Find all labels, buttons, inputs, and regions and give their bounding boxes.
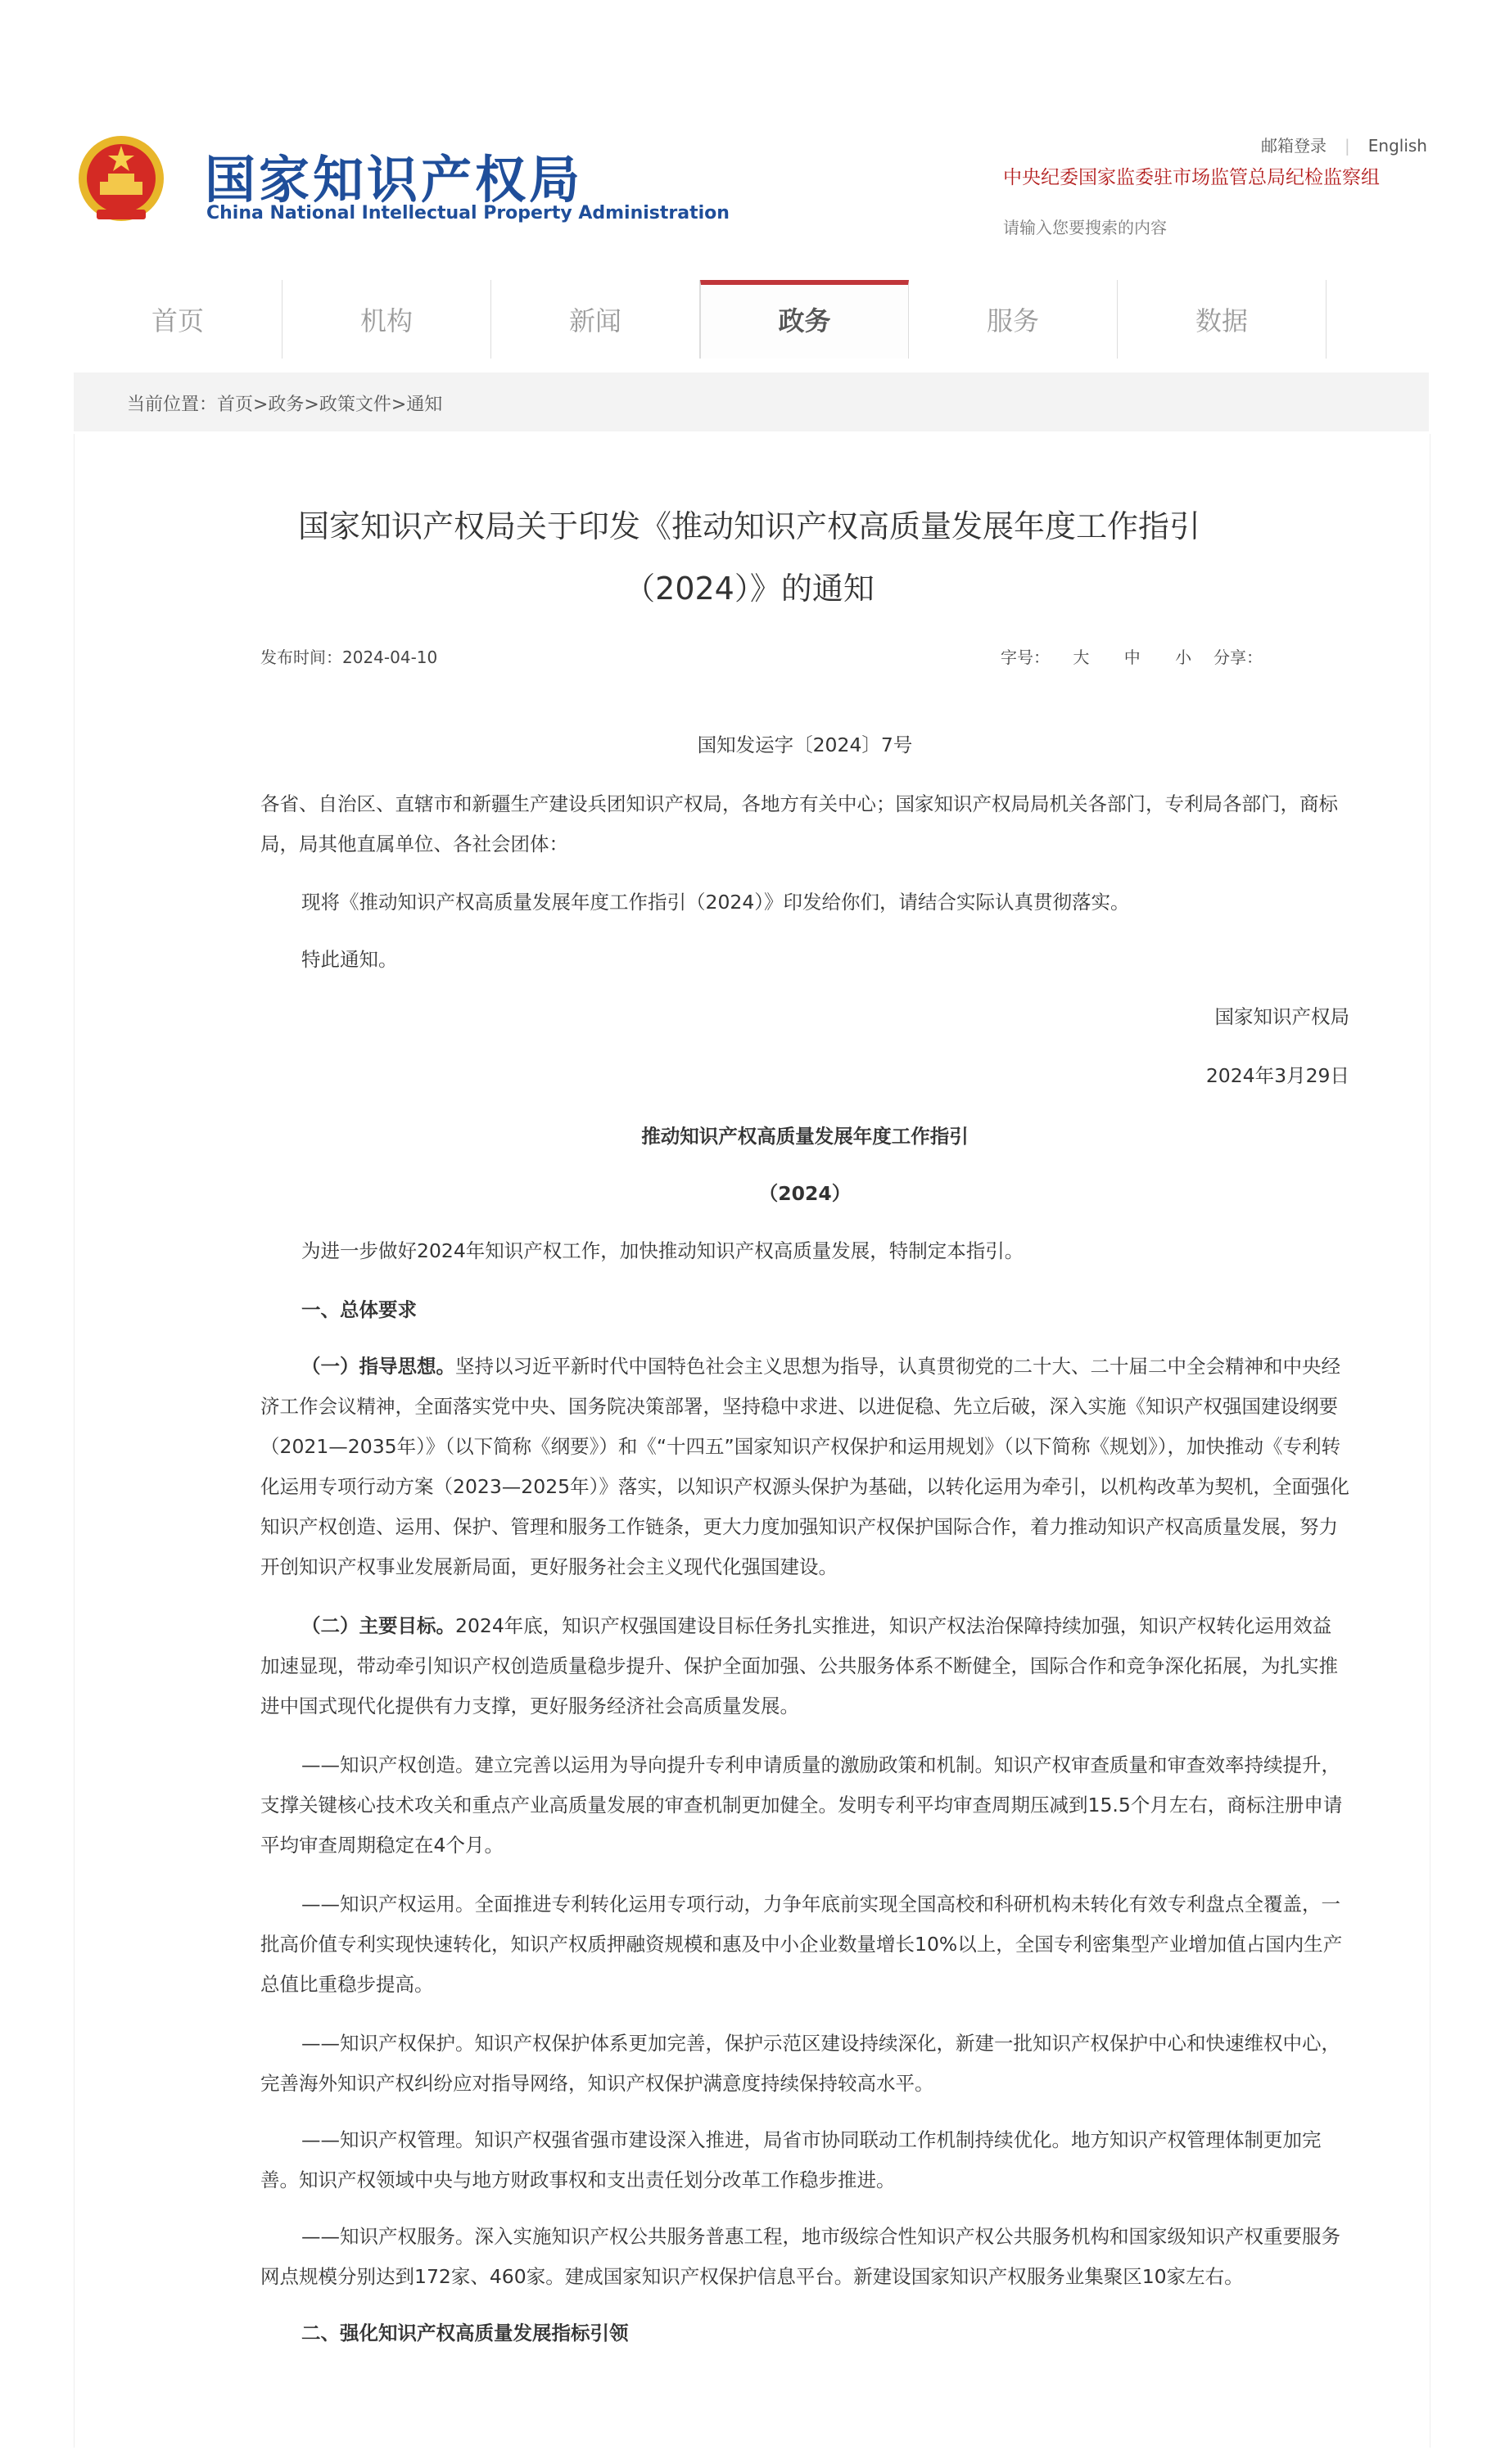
article-title-line1: 国家知识产权局关于印发《推动知识产权高质量发展年度工作指引 xyxy=(297,508,1200,544)
divider: | xyxy=(1345,136,1350,156)
section-heading: 一、总体要求 xyxy=(301,1298,417,1321)
paragraph-text: 2024年底，知识产权强国建设目标任务扎实推进，知识产权法治保障持续加强，知识产权转化运用效益加速显现，带动牵引知识产权创造质量稳步提升、保护全面加强、公共服务体系不断健全，国际合作和竞争深化拓展，为扎实推进中国式现代化提供有力支撑，更好服务经济社会高质量发展。 xyxy=(260,1614,1338,1717)
guide-intro: 为进一步做好2024年知识产权工作，加快推动知识产权高质量发展，特制定本指引。 xyxy=(301,1239,1024,1262)
nav-item-government-affairs[interactable]: 政务 xyxy=(700,280,909,359)
goal-management: ——知识产权管理。知识产权强省强市建设深入推进，局省市协同联动工作机制持续优化。地方知识产权管理体制更加完善。知识产权领域中央与地方财政事权和支出责任划分改革工作稳步推进。 xyxy=(260,2128,1322,2191)
paragraph-lead: （二）主要目标。 xyxy=(301,1614,455,1637)
nav-item-data[interactable]: 数据 xyxy=(1118,280,1327,359)
paragraph-main-goals xyxy=(260,1606,1349,1726)
article-title-line2: （2024）》的通知 xyxy=(624,571,875,607)
mail-login-link[interactable]: 邮箱登录 xyxy=(1261,136,1327,156)
search-input[interactable]: 请输入您要搜索的内容 xyxy=(1003,218,1167,237)
font-size-medium[interactable]: 中 xyxy=(1123,648,1141,667)
national-emblem-icon xyxy=(75,131,167,229)
signer: 国家知识产权局 xyxy=(1214,1005,1349,1028)
nav-item-services[interactable]: 服务 xyxy=(909,280,1118,359)
sign-date: 2024年3月29日 xyxy=(1205,1064,1349,1087)
nav-item-news[interactable]: 新闻 xyxy=(491,280,700,359)
top-links xyxy=(1261,133,1427,156)
notice-body: 现将《推动知识产权高质量发展年度工作指引（2024）》印发给你们，请结合实际认真贯彻落实。 xyxy=(301,891,1130,914)
nav-item-home[interactable]: 首页 xyxy=(74,280,282,359)
document-number: 国知发运字〔2024〕7号 xyxy=(697,733,913,756)
site-logo-subtitle: China National Intellectual Property Administration xyxy=(206,203,730,223)
publish-time: 发布时间：2024-04-10 xyxy=(260,648,438,667)
font-size-control xyxy=(1001,644,1191,668)
site-logo-title[interactable]: 国家知识产权局 xyxy=(205,150,584,210)
paragraph-text: 坚持以习近平新时代中国特色社会主义思想为指导，认真贯彻党的二十大、二十届二中全会精神和中央经济工作会议精神，全面落实党中央、国务院决策部署，坚持稳中求进、以进促稳、先立后破，深入实施《知识产权强国建设纲要（2021—2035年）》（以下简称《纲要》）和《“十四五”国家知识产权保护和运用规划》（以下简称《规划》），加快推动《专利转化运用专项行动方案（2023—2025年）》落实，以知识产权源头保护为基础，以转化运用为牵引，以机构改革为契机，全面强化知识产权创造、运用、保护、管理和服务工作链条，更大力度加强知识产权保护国际合作，着力推动知识产权高质量发展，努力开创知识产权事业发展新局面，更好服务社会主义现代化强国建设。 xyxy=(260,1355,1349,1578)
inspection-group-link[interactable]: 中央纪委国家监委驻市场监管总局纪检监察组 xyxy=(1003,167,1380,188)
goal-use: ——知识产权运用。全面推进专利转化运用专项行动，力争年底前实现全国高校和科研机构未转化有效专利盘点全覆盖，一批高价值专利实现快速转化，知识产权质押融资规模和惠及中小企业数量增长10%以上，全国专利密集型产业增加值占国内生产总值比重稳步提高。 xyxy=(260,1893,1343,1996)
addressees: 各省、自治区、直辖市和新疆生产建设兵团知识产权局，各地方有关中心；国家知识产权局局机关各部门，专利局各部门，商标局，局其他直属单位、各社会团体： xyxy=(260,792,1338,855)
guide-title: 推动知识产权高质量发展年度工作指引 xyxy=(641,1125,969,1148)
breadcrumb-bar xyxy=(74,372,1429,431)
goal-creation: ——知识产权创造。建立完善以运用为导向提升专利申请质量的激励政策和机制。知识产权审查质量和审查效率持续提升，支撑关键核心技术攻关和重点产业高质量发展的审查机制更加健全。发明专利平均审查周期压减到15.5个月左右，商标注册申请平均审查周期稳定在4个月。 xyxy=(260,1753,1343,1857)
goal-protection: ——知识产权保护。知识产权保护体系更加完善，保护示范区建设持续深化，新建一批知识产权保护中心和快速维权中心，完善海外知识产权纠纷应对指导网络，知识产权保护满意度持续保持较高水平。 xyxy=(260,2032,1340,2095)
goal-service: ——知识产权服务。深入实施知识产权公共服务普惠工程，地市级综合性知识产权公共服务机构和国家级知识产权重要服务网点规模分别达到172家、460家。建成国家知识产权保护信息平台。新建设国家知识产权服务业集聚区10家左右。 xyxy=(260,2225,1340,2288)
paragraph-guiding-ideology xyxy=(260,1347,1349,1587)
notice-end: 特此通知。 xyxy=(301,948,398,971)
main-nav xyxy=(74,280,1433,362)
breadcrumb[interactable]: 当前位置：首页>政务>政策文件>通知 xyxy=(127,395,443,415)
share-label[interactable]: 分享： xyxy=(1214,648,1263,667)
font-size-label: 字号： xyxy=(1001,648,1050,667)
font-size-large[interactable]: 大 xyxy=(1073,648,1090,667)
font-size-small[interactable]: 小 xyxy=(1175,648,1192,667)
paragraph-lead: （一）指导思想。 xyxy=(301,1355,455,1378)
nav-item-org[interactable]: 机构 xyxy=(282,280,491,359)
english-link[interactable]: English xyxy=(1367,136,1427,156)
guide-year: （2024） xyxy=(758,1182,852,1205)
section-heading: 二、强化知识产权高质量发展指标引领 xyxy=(301,2322,629,2344)
